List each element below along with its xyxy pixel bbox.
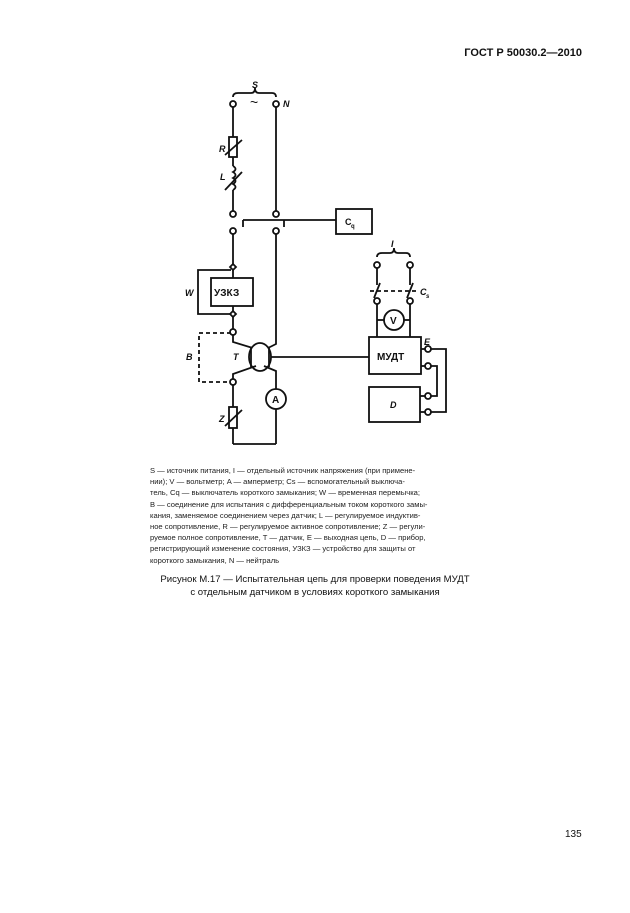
label-uzkz: УЗКЗ [214,288,240,299]
source-terminal-left [230,101,236,107]
label-d: D [390,400,397,410]
cq-box [336,209,372,234]
label-cs: C [420,287,427,297]
label-cq-sub: q [351,224,355,230]
legend-line: B — соединение для испытания с дифференциальным током короткого замы- [150,499,428,509]
caption-line-2: с отдельным датчиком в условиях короткого замыкания [190,586,440,598]
label-w: W [185,288,194,298]
label-r: R [219,144,226,154]
legend-line: ное сопротивление, R — регулируемое активное сопротивление; Z — регули- [150,522,426,532]
label-mudt: МУДТ [377,352,405,363]
label-e: E [424,337,431,347]
page-number: 135 [565,829,582,840]
legend-line: кания, заменяемое соединением через датчик; L — регулируемое индуктив- [150,510,421,520]
label-l: L [220,172,226,182]
label-b: B [186,352,193,362]
caption-line-1: Рисунок М.17 — Испытательная цепь для проверки поведения МУДТ [160,574,470,585]
standard-code-header: ГОСТ Р 50030.2—2010 [464,47,582,59]
legend-line: нии); V — вольтметр; A — амперметр; Cs — вспомогательный выключа- [150,477,405,487]
label-a: A [272,395,280,406]
label-i: I [391,239,394,249]
inductor-l-arrow [225,172,242,190]
label-cq: C [345,217,352,227]
connection-b [199,333,231,382]
label-tilde: ~ [250,94,259,110]
label-s: S [252,80,259,90]
legend-line: S — источник питания, I — отдельный источник напряжения (при примене- [150,466,416,475]
label-t: T [233,352,239,362]
label-n: N [283,99,290,109]
legend-line: тель, Cq — выключатель короткого замыкания; W — временная перемычка; [150,488,421,498]
separate-source-brace [377,248,410,257]
legend-line: руемое полное сопротивление, T — датчик, E — выходная цепь, D — прибор, [150,533,426,543]
label-cs-sub: s [426,294,430,300]
figure-legend [150,465,482,566]
neutral-terminal [273,101,279,107]
output-e-link [431,349,446,412]
legend-line: регистрирующий изменение состояния, УЗКЗ — устройство для защиты от [150,544,416,554]
figure-caption [150,574,480,599]
label-v: V [390,316,397,327]
label-z: Z [219,414,225,424]
legend-line: короткого замыкания, N — нейтраль [150,555,280,565]
